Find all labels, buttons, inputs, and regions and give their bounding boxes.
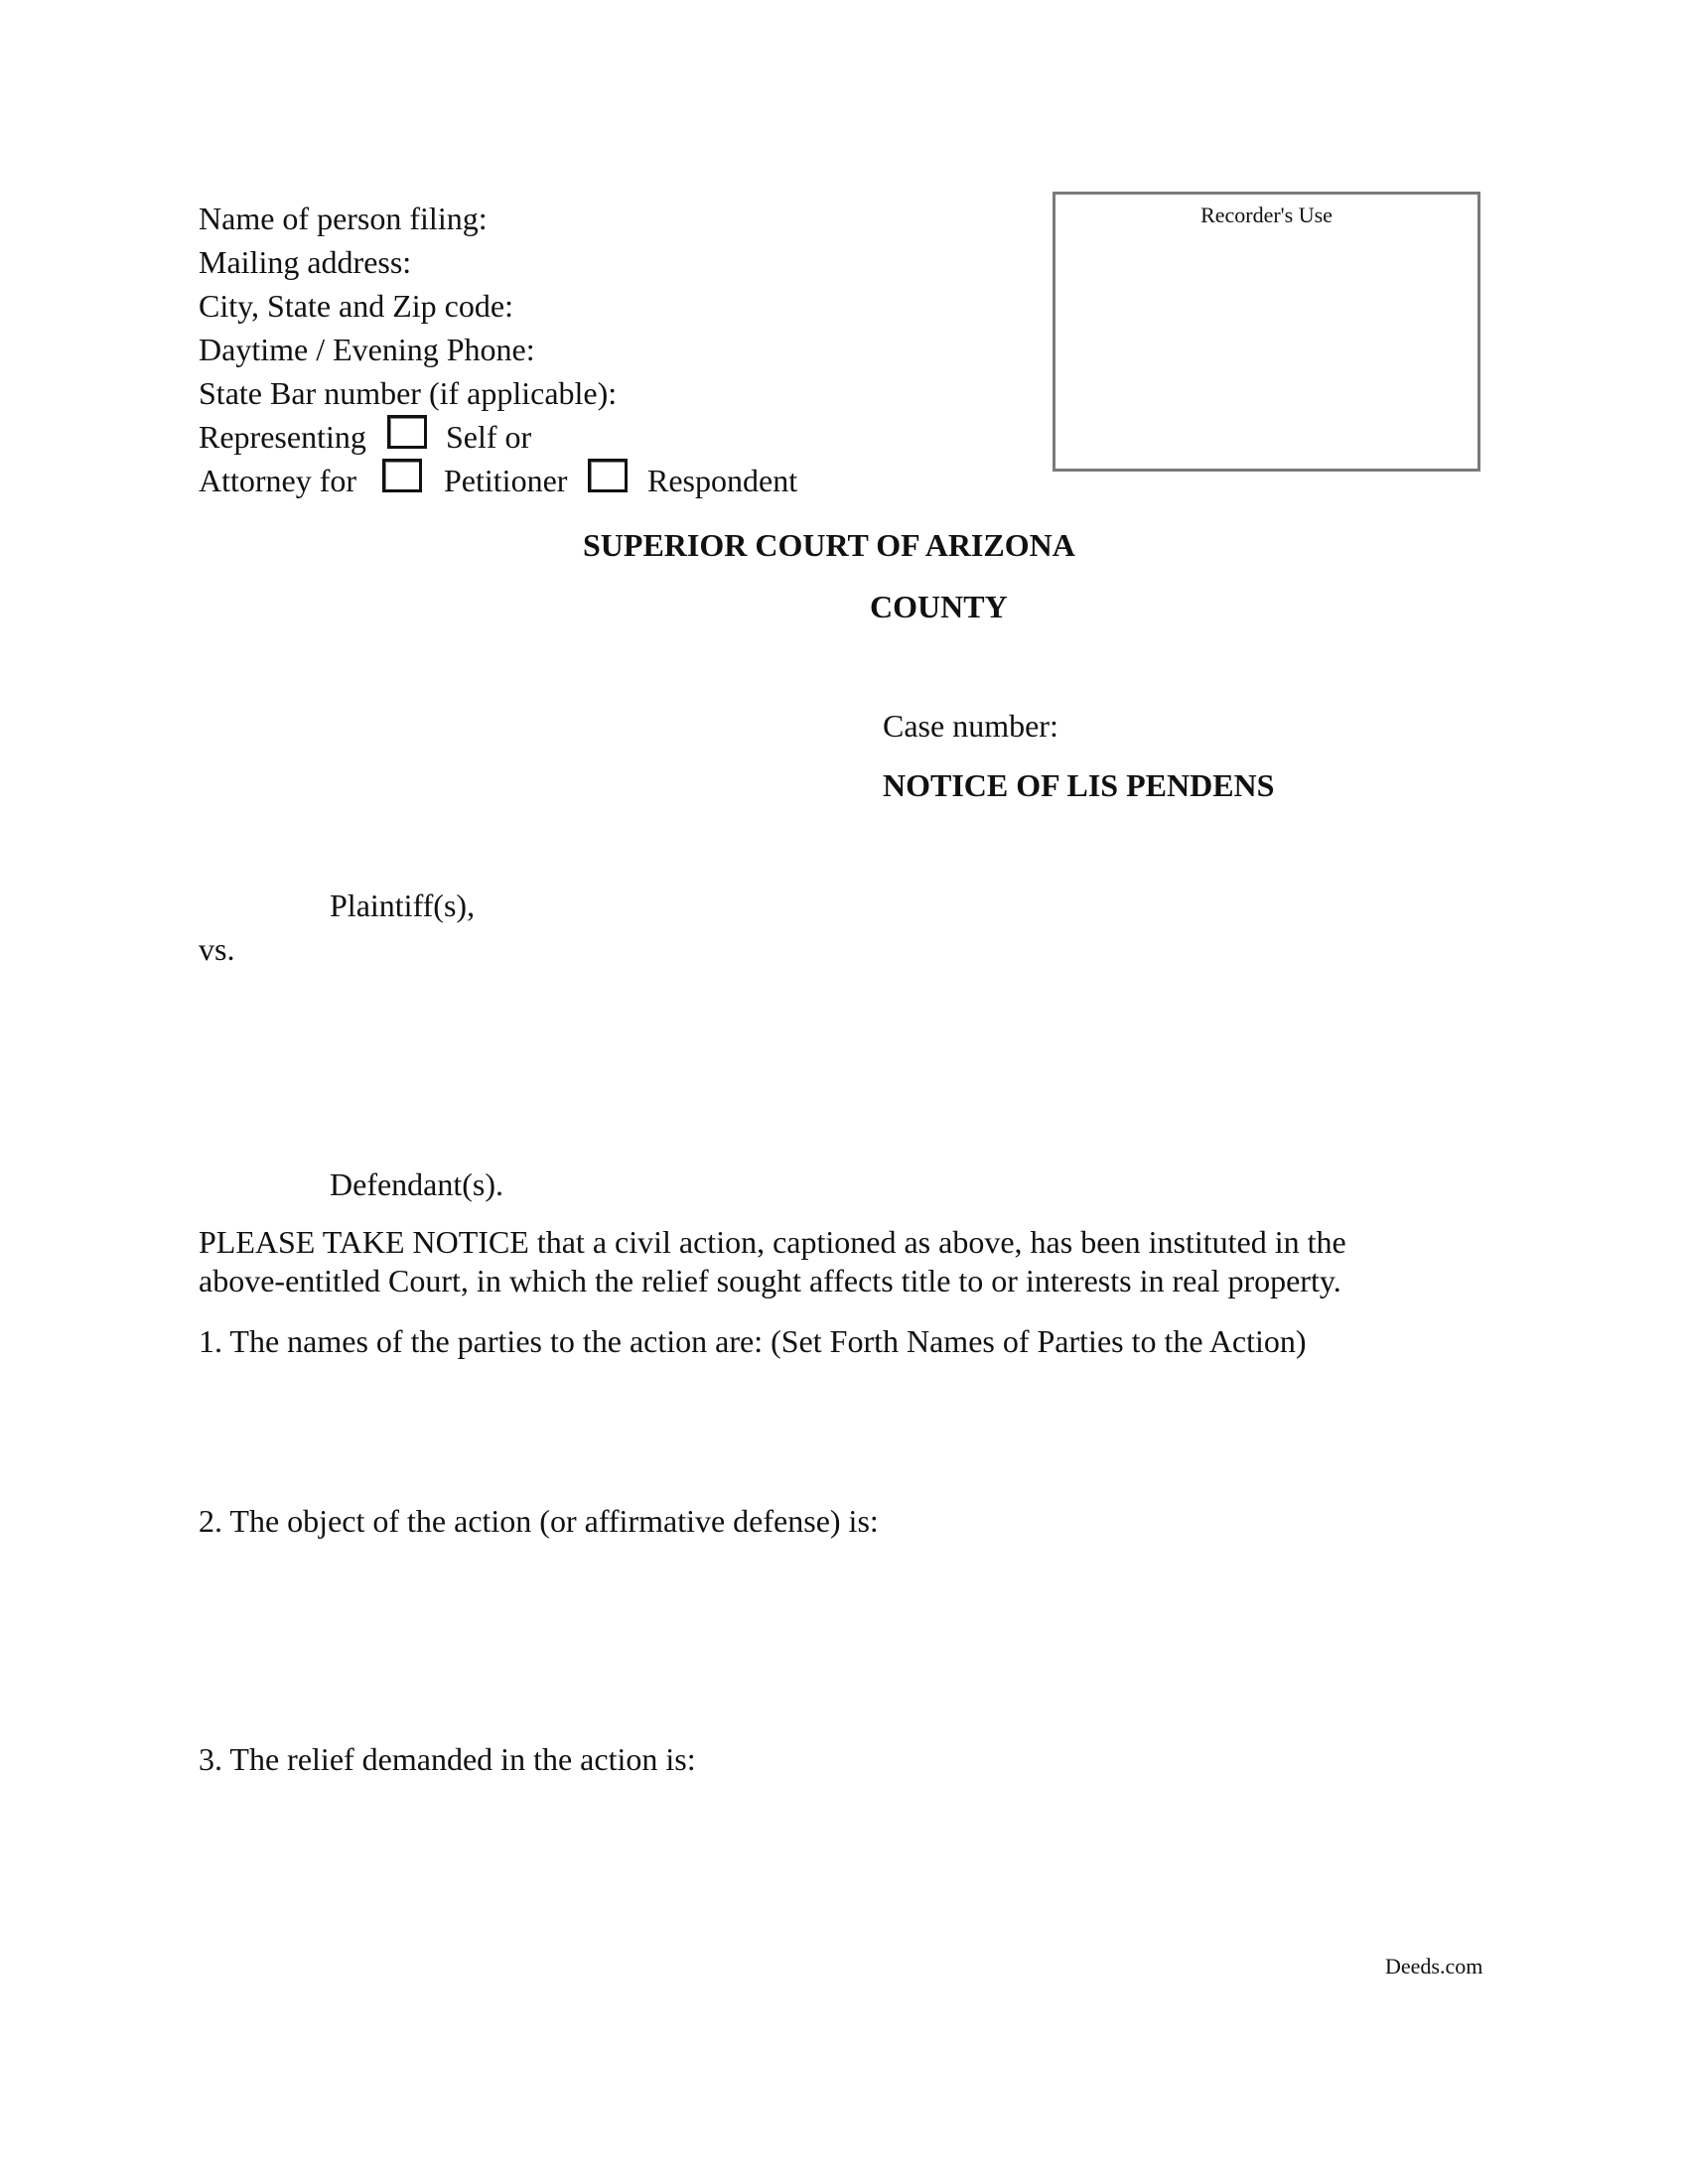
- plaintiffs-label: Plaintiff(s),: [330, 887, 476, 923]
- petitioner-label: Petitioner: [444, 463, 568, 498]
- petitioner-checkbox[interactable]: [382, 459, 422, 492]
- item-3-relief: 3. The relief demanded in the action is:: [199, 1741, 696, 1777]
- recorders-use-box: [1053, 192, 1480, 472]
- respondent-checkbox[interactable]: [588, 459, 628, 492]
- representing-self-checkbox[interactable]: [387, 415, 427, 449]
- recorders-use-label: Recorder's Use: [1200, 203, 1333, 227]
- county-label: COUNTY: [870, 589, 1008, 624]
- item-2-object: 2. The object of the action (or affirmative defense) is:: [199, 1503, 879, 1539]
- representing-label: Representing: [199, 419, 366, 455]
- court-name: SUPERIOR COURT OF ARIZONA: [583, 527, 1075, 563]
- notice-paragraph-line-2: above-entitled Court, in which the relief sought affects title to or interests in real property.: [199, 1263, 1341, 1298]
- footer-brand: Deeds.com: [1385, 1954, 1483, 1979]
- name-of-person-filing-label: Name of person filing:: [199, 201, 488, 236]
- state-bar-label: State Bar number (if applicable):: [199, 375, 618, 411]
- mailing-address-label: Mailing address:: [199, 244, 412, 280]
- item-1-parties: 1. The names of the parties to the action are: (Set Forth Names of Parties to the Action): [199, 1323, 1307, 1359]
- self-or-label: Self or: [446, 419, 532, 455]
- vs-label: vs.: [199, 931, 235, 967]
- document-title: NOTICE OF LIS PENDENS: [883, 767, 1275, 803]
- respondent-label: Respondent: [647, 463, 798, 498]
- case-number-label: Case number:: [883, 708, 1058, 744]
- phone-label: Daytime / Evening Phone:: [199, 332, 535, 367]
- defendants-label: Defendant(s).: [330, 1166, 504, 1202]
- notice-paragraph-line-1: PLEASE TAKE NOTICE that a civil action, captioned as above, has been instituted in the: [199, 1224, 1346, 1260]
- city-state-zip-label: City, State and Zip code:: [199, 288, 513, 324]
- attorney-for-label: Attorney for: [199, 463, 357, 498]
